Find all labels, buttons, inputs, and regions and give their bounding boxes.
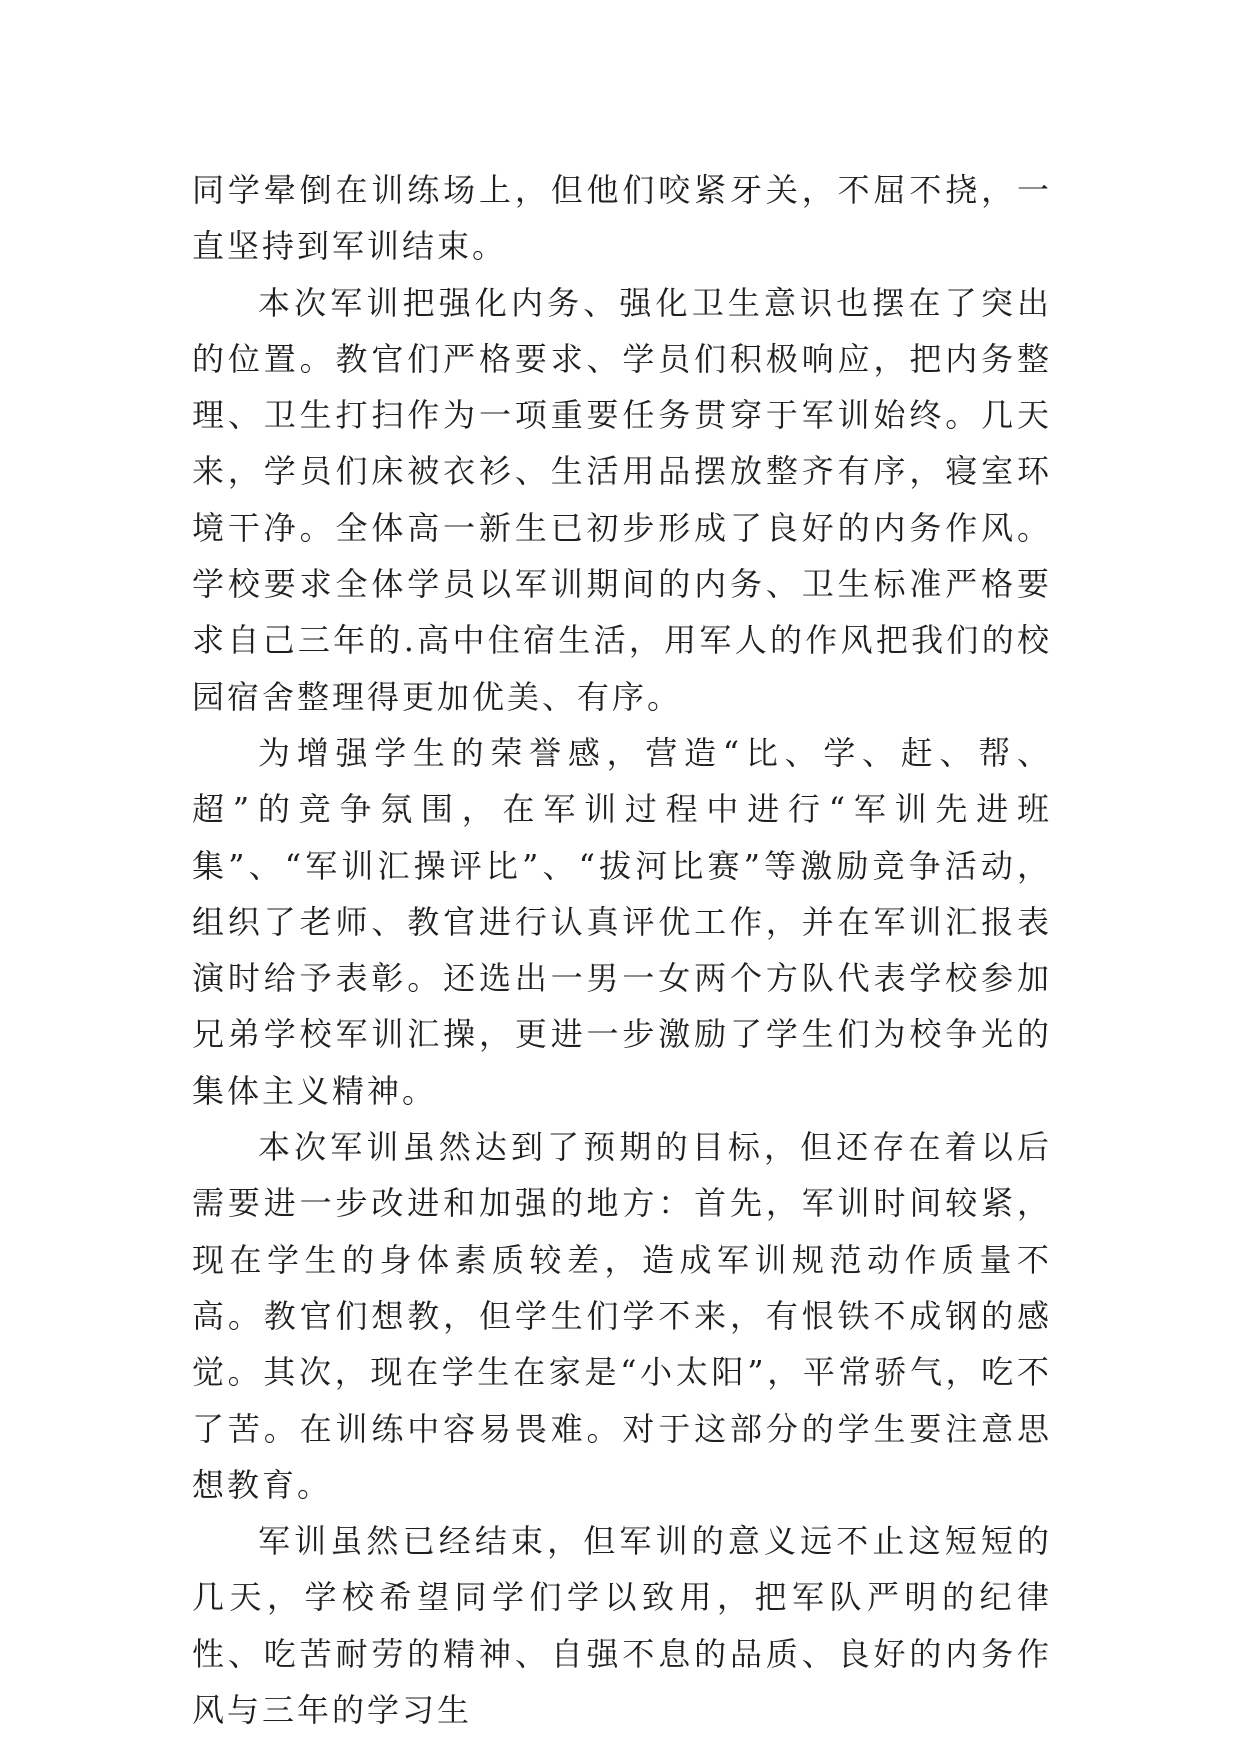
body-text — [192, 162, 1052, 1738]
paragraph-conclusion: 军训虽然已经结束，但军训的意义远不止这短短的几天，学校希望同学们学以致用，把军队严明的纪律性、吃苦耐劳的精神、自强不息的品质、良好的内务作风与三年的学习生 — [192, 1522, 1052, 1730]
paragraph-continuation: 同学晕倒在训练场上，但他们咬紧牙关，不屈不挠，一直坚持到军训结束。 — [192, 171, 1052, 266]
paragraph-honor: 为增强学生的荣誉感，营造“比、学、赶、帮、超”的竞争氛围，在军训过程中进行“军训先进班集”、“军训汇操评比”、“拔河比赛”等激励竞争活动，组织了老师、教官进行认真评优工作，并在军训汇报表演时给予表彰。还选出一男一女两个方队代表学校参加兄弟学校军训汇操，更进一步激励了学生们为校争光的集体主义精神。 — [192, 733, 1052, 1110]
paragraph-improvements: 本次军训虽然达到了预期的目标，但还存在着以后需要进一步改进和加强的地方：首先，军训时间较紧，现在学生的身体素质较差，造成军训规范动作质量不高。教官们想教，但学生们学不来，有恨铁不成钢的感觉。其次，现在学生在家是“小太阳”，平常骄气，吃不了苦。在训练中容易畏难。对于这部分的学生要注意思想教育。 — [192, 1128, 1052, 1504]
paragraph-hygiene: 本次军训把强化内务、强化卫生意识也摆在了突出的位置。教官们严格要求、学员们积极响应，把内务整理、卫生打扫作为一项重要任务贯穿于军训始终。几天来，学员们床被衣衫、生活用品摆放整齐有序，寝室环境干净。全体高一新生已初步形成了良好的内务作风。学校要求全体学员以军训期间的内务、卫生标准严格要求自己三年的.高中住宿生活，用军人的作风把我们的校园宿舍整理得更加优美、有序。 — [192, 283, 1052, 716]
